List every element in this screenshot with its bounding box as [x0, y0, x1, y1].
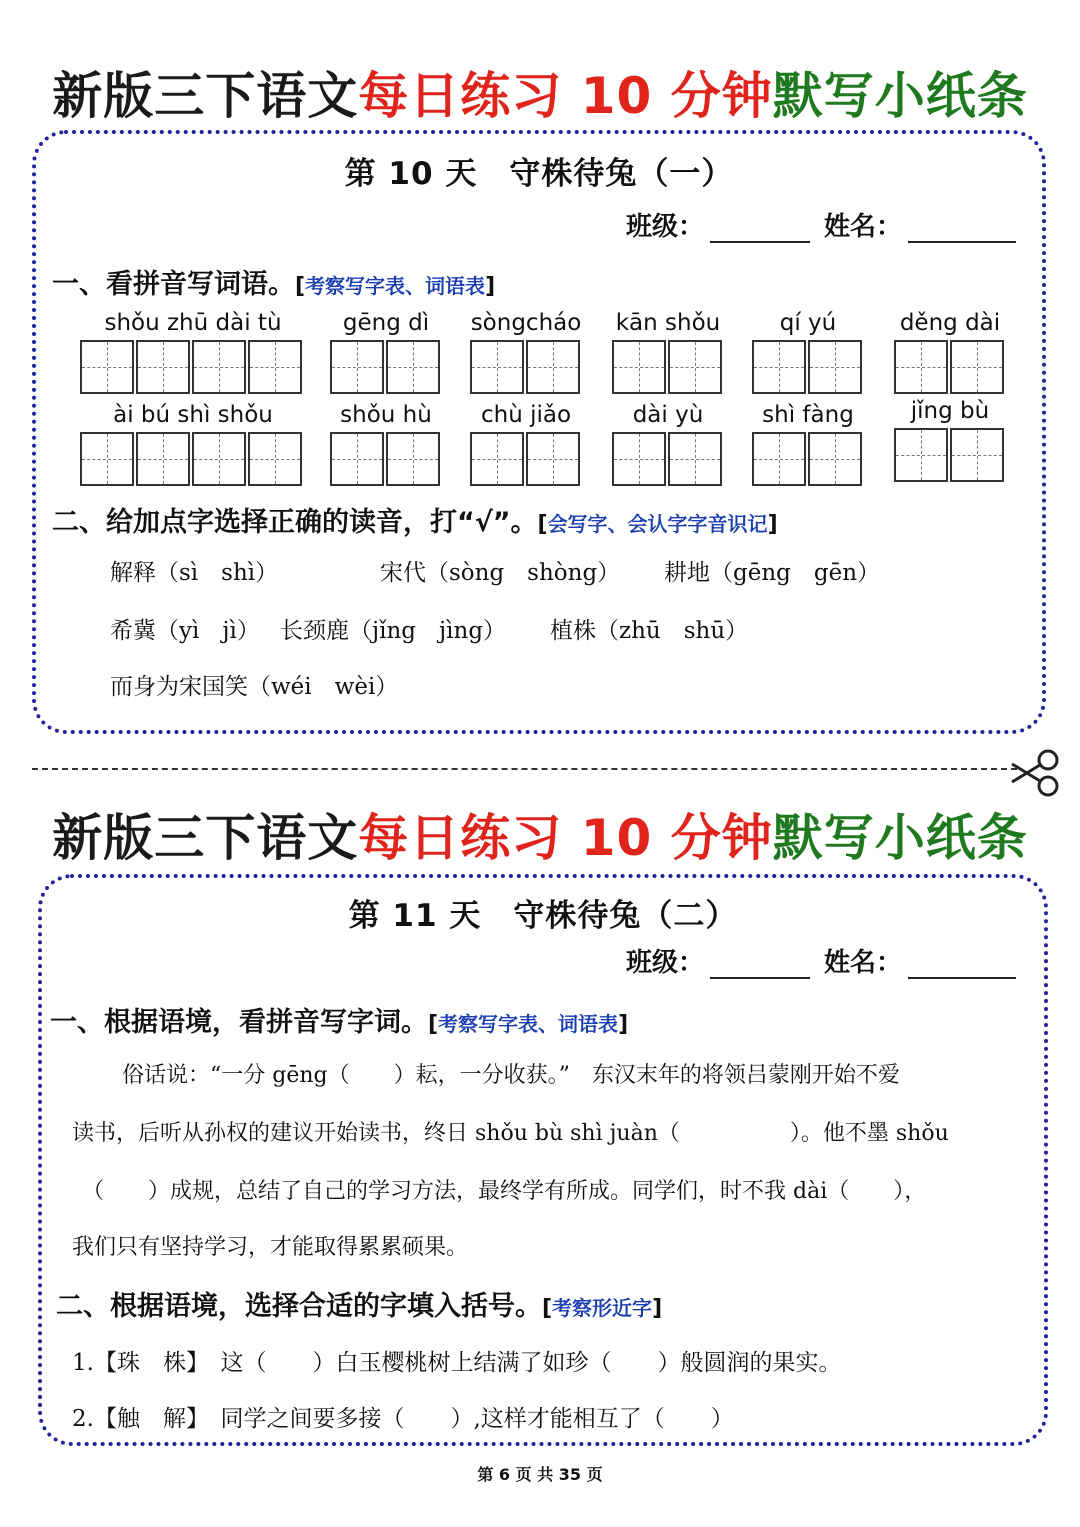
tag-bracket: ]	[767, 512, 778, 537]
writing-box[interactable]	[950, 340, 1004, 394]
pinyin-text: gēng dì	[342, 310, 430, 336]
writing-box[interactable]	[248, 432, 302, 486]
writing-box[interactable]	[526, 340, 580, 394]
banner-part2: 每日练习 10 分钟	[358, 67, 773, 125]
writing-box[interactable]	[136, 340, 190, 394]
pinyin-group	[330, 402, 442, 488]
class-blank[interactable]	[710, 219, 810, 243]
tag-bracket: [	[428, 1012, 439, 1037]
pinyin-text: ài bú shì shǒu	[113, 402, 273, 428]
worksheet-card-day10	[32, 130, 1046, 734]
writing-box[interactable]	[80, 432, 134, 486]
writing-box[interactable]	[894, 428, 948, 482]
writing-box[interactable]	[612, 432, 666, 486]
pinyin-group	[330, 310, 442, 396]
pinyin-text: děng dài	[899, 310, 1001, 336]
name-label: 姓名：	[824, 948, 903, 978]
tag-bracket: [	[537, 512, 548, 537]
writing-box[interactable]	[668, 432, 722, 486]
exercise-item: 1.【珠 株】 这（ ）白玉樱桃树上结满了如珍（ ）般圆润的果实。	[72, 1350, 842, 1376]
tag-bracket: [	[295, 274, 306, 299]
class-blank[interactable]	[710, 955, 810, 979]
section-tag: 考察写字表、词语表	[438, 1012, 619, 1036]
writing-box[interactable]	[526, 432, 580, 486]
banner-part1: 新版三下语文	[52, 809, 359, 867]
choice-item: 希冀（yì jì）	[110, 618, 260, 644]
worksheet-card-day11	[38, 874, 1048, 1446]
day-title: 第 10 天 守株待兔（一）	[344, 156, 734, 192]
writing-box[interactable]	[808, 432, 862, 486]
pinyin-group	[752, 402, 864, 488]
banner-part2: 每日练习 10 分钟	[358, 809, 773, 867]
writing-box[interactable]	[248, 340, 302, 394]
writing-box[interactable]	[752, 432, 806, 486]
section-heading-text: 一、根据语境，看拼音写字词。	[50, 1007, 428, 1038]
class-label: 班级：	[626, 948, 705, 978]
name-blank[interactable]	[908, 955, 1016, 979]
choice-item: 长颈鹿（jǐng jìng）	[280, 618, 507, 644]
pinyin-group	[612, 402, 724, 488]
section-heading	[56, 1284, 662, 1323]
writing-box[interactable]	[80, 340, 134, 394]
pinyin-group	[894, 398, 1006, 484]
choice-item: 而身为宋国笑（wéi wèi）	[110, 674, 399, 700]
pinyin-group	[80, 310, 306, 396]
pinyin-group	[470, 402, 582, 488]
class-name-line	[626, 206, 1030, 243]
passage-line: 读书，后听从孙权的建议开始读书，终日 shǒu bù shì juàn（ ）。他不墨 shǒu	[72, 1121, 949, 1146]
banner-title-1	[0, 56, 1080, 128]
pinyin-text: shǒu hù	[340, 402, 432, 428]
tag-bracket: [	[542, 1296, 553, 1321]
pinyin-text: dài yù	[632, 402, 704, 428]
writing-box[interactable]	[192, 432, 246, 486]
pinyin-text: sòngcháo	[470, 310, 582, 336]
writing-box[interactable]	[668, 340, 722, 394]
pinyin-group	[894, 310, 1006, 396]
section-tag: 会写字、会认字字音识记	[547, 512, 768, 536]
writing-box[interactable]	[950, 428, 1004, 482]
writing-box[interactable]	[894, 340, 948, 394]
writing-box[interactable]	[330, 432, 384, 486]
tag-bracket: ]	[618, 1012, 629, 1037]
tag-bracket: ]	[652, 1296, 663, 1321]
choice-item: 植株（zhū shū）	[550, 618, 749, 644]
writing-box[interactable]	[470, 340, 524, 394]
choice-item: 宋代（sòng shòng）	[380, 560, 621, 586]
section-heading-text: 二、给加点字选择正确的读音，打“√”。	[52, 507, 538, 538]
pinyin-text: shǒu zhū dài tù	[104, 310, 282, 336]
writing-box[interactable]	[470, 432, 524, 486]
choice-item: 耕地（gēng gēn）	[664, 560, 881, 586]
scissors-icon	[1008, 748, 1064, 798]
page-number: 第 6 页 共 35 页	[477, 1465, 603, 1484]
pinyin-text: qí yú	[779, 310, 837, 336]
section-heading	[52, 500, 778, 539]
pinyin-text: kān shǒu	[615, 310, 721, 336]
passage-line: 我们只有坚持学习，才能取得累累硕果。	[72, 1235, 469, 1260]
passage-line: 俗话说：“一分 gēng（ ）耘，一分收获。” 东汉末年的将领吕蒙刚开始不爱	[122, 1063, 900, 1088]
section-heading	[52, 262, 495, 301]
exercise-item: 2.【触 解】 同学之间要多接（ ）,这样才能相互了（ ）	[72, 1406, 734, 1432]
banner-part1: 新版三下语文	[52, 67, 359, 125]
name-label: 姓名：	[824, 212, 903, 242]
writing-box[interactable]	[752, 340, 806, 394]
cut-line	[32, 768, 1017, 770]
pinyin-group	[752, 310, 864, 396]
banner-part3: 默写小纸条	[772, 67, 1028, 125]
writing-box[interactable]	[386, 340, 440, 394]
pinyin-text: chù jiǎo	[480, 402, 572, 428]
pinyin-group	[80, 402, 306, 488]
pinyin-text: jǐng bù	[910, 398, 990, 424]
section-tag: 考察形近字	[552, 1296, 653, 1320]
pinyin-text: shì fàng	[762, 402, 854, 428]
class-label: 班级：	[626, 212, 705, 242]
choice-item: 解释（sì shì）	[110, 560, 279, 586]
writing-box[interactable]	[808, 340, 862, 394]
section-heading-text: 二、根据语境，选择合适的字填入括号。	[56, 1291, 542, 1322]
writing-box[interactable]	[386, 432, 440, 486]
banner-part3: 默写小纸条	[772, 809, 1028, 867]
class-name-line	[626, 942, 1030, 979]
writing-box[interactable]	[136, 432, 190, 486]
writing-box[interactable]	[192, 340, 246, 394]
writing-box[interactable]	[330, 340, 384, 394]
passage-line: （ ）成规，总结了自己的学习方法，最终学有所成。同学们，时不我 dài（ ），	[82, 1179, 927, 1204]
writing-box[interactable]	[612, 340, 666, 394]
name-blank[interactable]	[908, 219, 1016, 243]
day-title: 第 11 天 守株待兔（二）	[348, 898, 738, 934]
pinyin-group	[612, 310, 724, 396]
section-heading-text: 一、看拼音写词语。	[52, 269, 295, 300]
section-tag: 考察写字表、词语表	[305, 274, 486, 298]
section-heading	[50, 1000, 628, 1039]
tag-bracket: ]	[485, 274, 496, 299]
pinyin-group	[470, 310, 582, 396]
banner-title-2	[0, 798, 1080, 870]
